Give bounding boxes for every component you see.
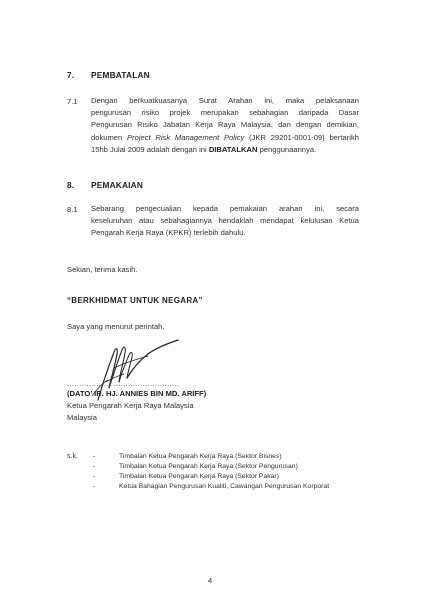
line-text: (JKR 29201-0001-09) bertarikh bbox=[244, 132, 359, 142]
bullet-dash: - bbox=[93, 463, 96, 470]
cc-recipient-text: Timbalan Ketua Pengarah Kerja Raya (Sektor Pengurusan) bbox=[119, 463, 298, 470]
paragraph-line: pengurusan risiko projek merupakan sebahagian daripada Dasar bbox=[91, 108, 359, 118]
section-number: 7. bbox=[67, 70, 75, 80]
signer-country: Malaysia bbox=[67, 413, 97, 422]
signature-line: .............................................. bbox=[67, 381, 180, 388]
obedient-text: Saya yang menurut perintah, bbox=[67, 322, 165, 331]
line-text: 15hb Julai 2009 adalah dengan ini bbox=[91, 144, 209, 154]
policy-title: Project Risk Management Policy bbox=[127, 132, 245, 142]
cc-label: s.k. bbox=[67, 453, 78, 460]
cc-recipient-text: Ketua Bahagian Pengurusan Kualiti, Cawangan Pengurusan Korporat bbox=[119, 483, 330, 490]
section-title: PEMAKAIAN bbox=[91, 180, 144, 190]
page-number: 4 bbox=[208, 576, 213, 585]
paragraph-line bbox=[91, 144, 359, 156]
paragraph-line bbox=[91, 132, 359, 144]
bullet-dash: - bbox=[93, 453, 96, 460]
paragraph-line: Sebarang pengecualian kepada pemakaian arahan ini, secara bbox=[91, 204, 359, 213]
closing-text: Sekian, terima kasih. bbox=[67, 265, 138, 274]
cancelled-keyword: DIBATALKAN bbox=[208, 144, 258, 154]
paragraph-7-1 bbox=[91, 95, 359, 156]
line-text: dokumen bbox=[91, 132, 127, 142]
paragraph-number: 7.1 bbox=[67, 97, 78, 106]
section-number: 8. bbox=[67, 180, 75, 190]
bullet-dash: - bbox=[93, 483, 96, 490]
cc-recipient-text: Timbalan Ketua Pengarah Kerja Raya (Sektor Pakar) bbox=[119, 473, 279, 480]
paragraph-8-1 bbox=[91, 203, 359, 240]
signer-position: Ketua Pengarah Kerja Raya Malaysia bbox=[67, 401, 194, 410]
motto: “BERKHIDMAT UNTUK NEGARA” bbox=[67, 296, 203, 305]
section-title: PEMBATALAN bbox=[91, 70, 150, 80]
paragraph-line: Dengan berkuatkuasanya Surat Arahan ini, maka pelaksanaan bbox=[91, 96, 359, 105]
paragraph-line: Pengurusan Risiko Jabatan Kerja Raya Malaysia, dan dengan demikian, bbox=[91, 120, 359, 130]
signer-name: (DATO’ IR. HJ. ANNIES BIN MD. ARIFF) bbox=[67, 389, 207, 398]
paragraph-number: 8.1 bbox=[67, 205, 78, 214]
paragraph-line: Pengarah Kerja Raya (KPKR) terlebih dahulu. bbox=[91, 228, 246, 238]
bullet-dash: - bbox=[93, 473, 96, 480]
cc-recipient-text: Timbalan Ketua Pengarah Kerja Raya (Sektor Bisnes) bbox=[119, 453, 282, 460]
paragraph-line: keseluruhan atau sebahagiannya hendaklah mendapat kelulusan Ketua bbox=[91, 216, 359, 226]
line-text: penggunaannya. bbox=[257, 144, 317, 154]
